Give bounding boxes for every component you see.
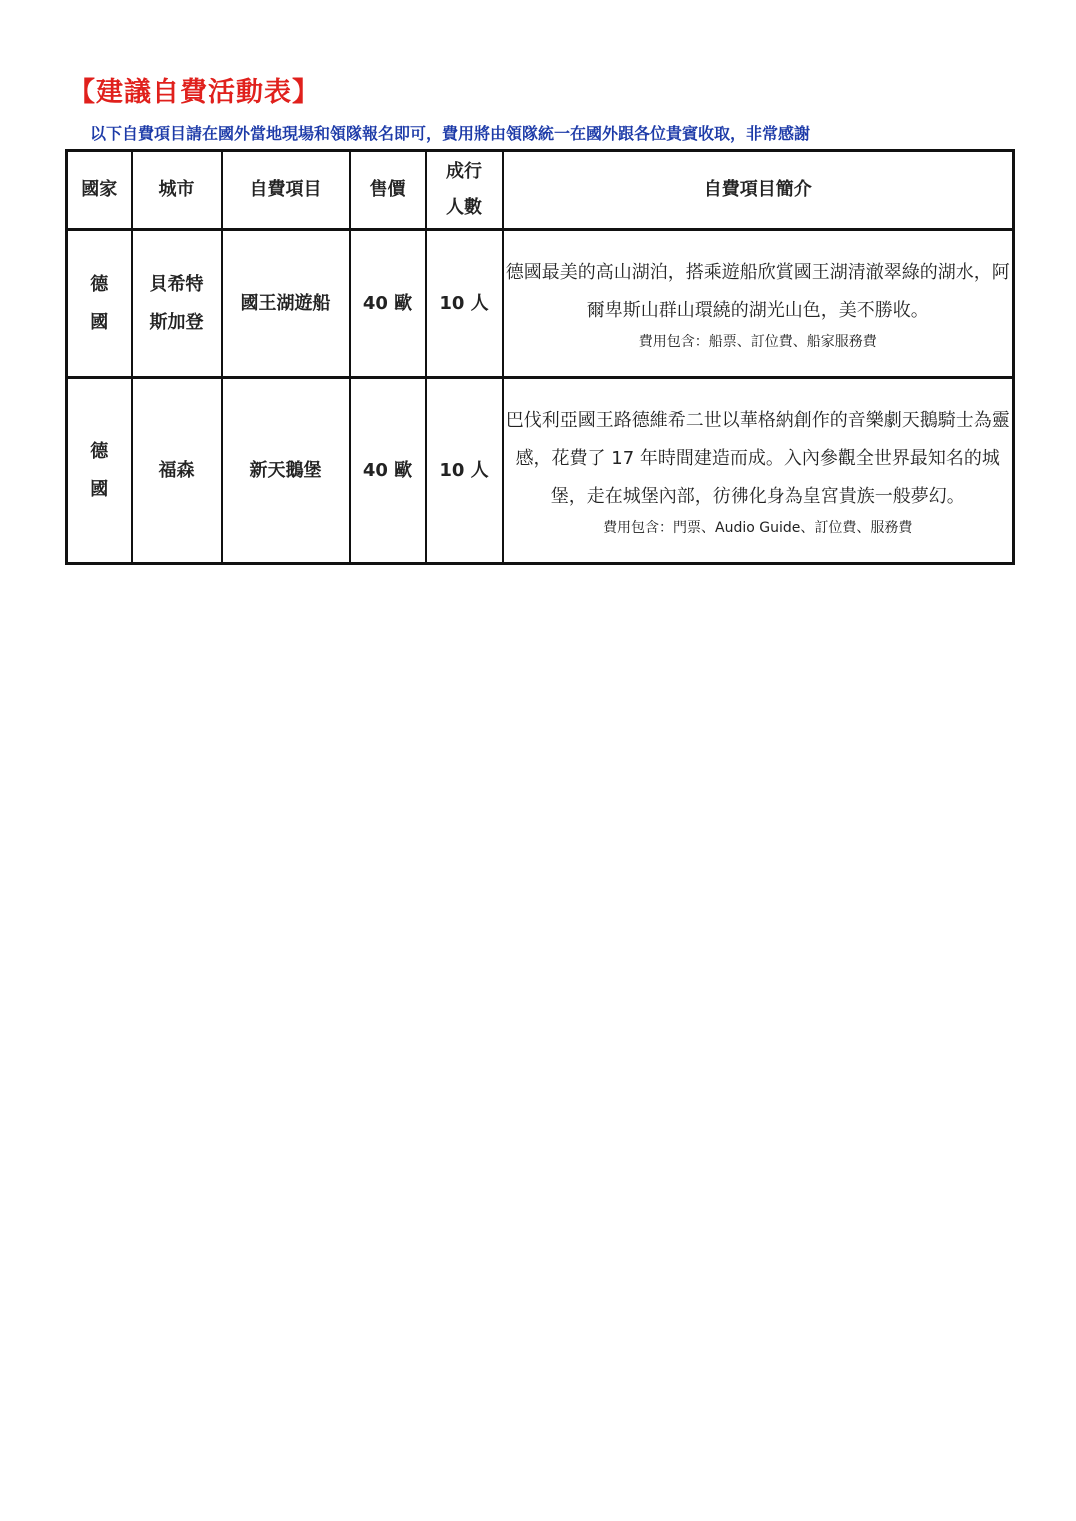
country-line1: 德: [90, 273, 109, 295]
includes-text: 費用包含：門票、Audio Guide、訂位費、服務費: [603, 519, 913, 536]
page-subtitle: 以下自費項目請在國外當地現場和領隊報名即可，費用將由領隊統一在國外跟各位貴賓收取，非常感謝: [90, 124, 811, 143]
header-min-people: [426, 151, 503, 230]
table-header-row: [67, 151, 1014, 230]
table-row: [67, 378, 1014, 564]
cell-item: 新天鵝堡: [222, 378, 350, 564]
cell-item: 國王湖遊船: [222, 230, 350, 378]
city-line1: 貝希特: [149, 273, 204, 295]
cell-price: 40 歐: [350, 378, 426, 564]
cell-country: [67, 230, 132, 378]
header-min-people-line1: 成行: [446, 161, 482, 182]
activities-table: [65, 149, 1015, 565]
cell-city: 福森: [132, 378, 222, 564]
cell-description: [503, 378, 1014, 564]
cell-description: [503, 230, 1014, 378]
description-text: 德國最美的高山湖泊，搭乘遊船欣賞國王湖清澈翠綠的湖水，阿爾卑斯山群山環繞的湖光山色，美不勝收。: [505, 261, 1010, 321]
cell-price: 40 歐: [350, 230, 426, 378]
header-country: 國家: [67, 151, 132, 230]
header-item: 自費項目: [222, 151, 350, 230]
includes-text: 費用包含：船票、訂位費、船家服務費: [638, 333, 877, 350]
cell-min-people: 10 人: [426, 378, 503, 564]
country-line2: 國: [90, 478, 109, 500]
country-line1: 德: [90, 440, 109, 462]
cell-min-people: 10 人: [426, 230, 503, 378]
city-line2: 斯加登: [149, 311, 204, 333]
country-line2: 國: [90, 311, 109, 333]
header-price: 售價: [350, 151, 426, 230]
header-city: 城市: [132, 151, 222, 230]
description-text: 巴伐利亞國王路德維希二世以華格納創作的音樂劇天鵝騎士為靈感，花費了 17 年時間建造而成。入內參觀全世界最知名的城堡，走在城堡內部，彷彿化身為皇宮貴族一般夢幻。: [505, 409, 1010, 507]
cell-city: [132, 230, 222, 378]
page-title: 【建議自費活動表】: [68, 77, 320, 108]
cell-country: [67, 378, 132, 564]
table-row: [67, 230, 1014, 378]
header-min-people-line2: 人數: [446, 197, 482, 218]
header-intro: 自費項目簡介: [503, 151, 1014, 230]
